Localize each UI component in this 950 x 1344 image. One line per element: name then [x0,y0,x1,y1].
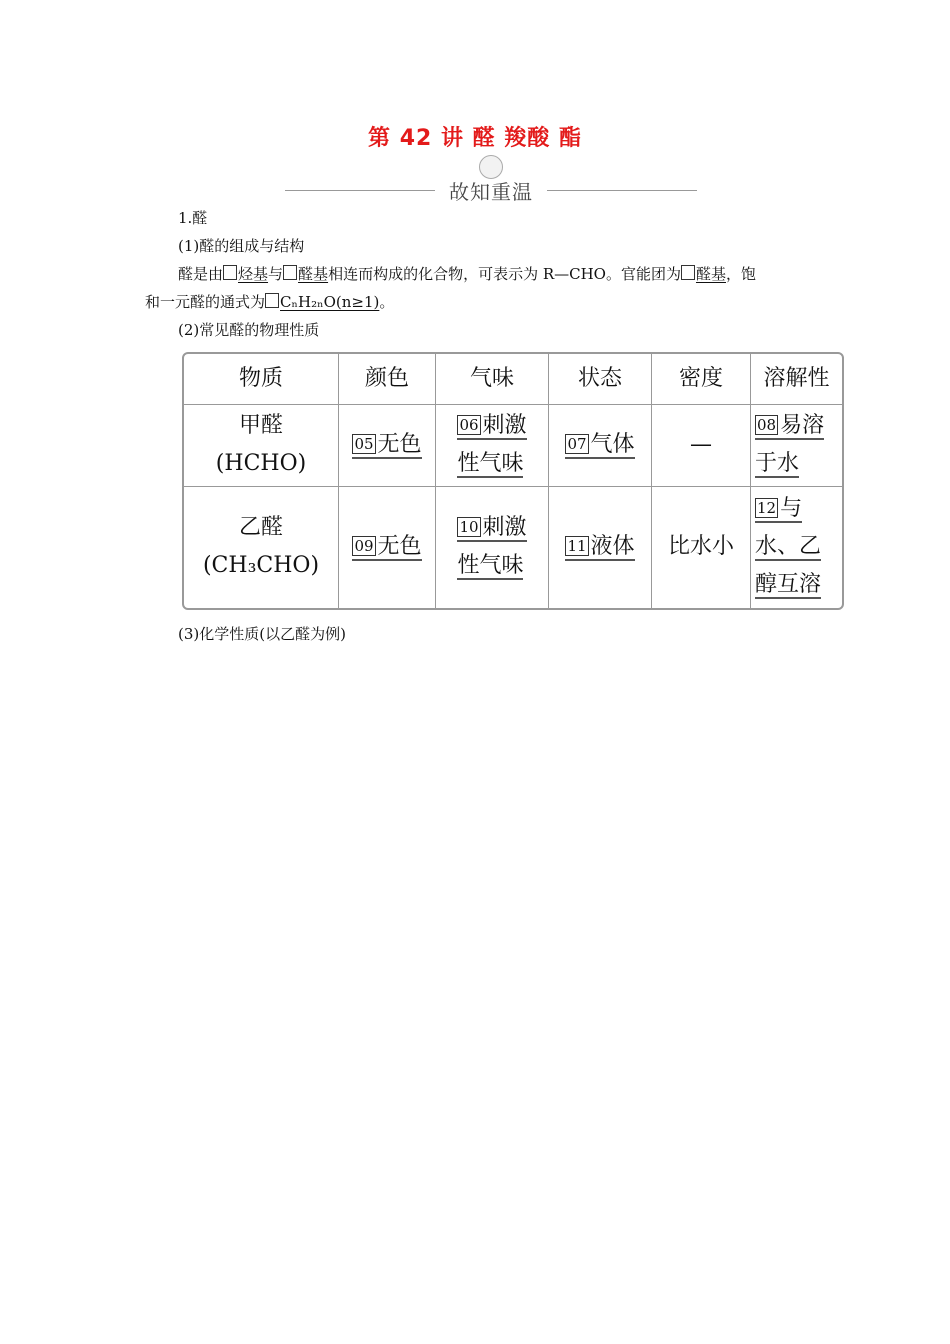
formula-text: CₙH₂ₙO(n≥1) [280,293,380,311]
answer-text: 刺激 [482,515,527,541]
text: 与 [268,265,284,283]
answer-text: 烃基 [238,265,269,283]
answer-text: 醛基 [298,265,329,283]
answer-blank [223,265,268,283]
density-cell: — [652,405,751,487]
header-cell: 状态 [549,354,652,405]
header-cell: 物质 [184,354,339,405]
substance-cell [184,405,339,487]
text: ，饱 [726,265,757,283]
state-cell [549,486,652,608]
substance-cell [184,486,339,608]
color-cell [339,486,436,608]
state-cell [549,405,652,487]
smell-cell [436,486,549,608]
header-cell: 颜色 [339,354,436,405]
substance-name: 乙醛 [238,515,283,541]
color-cell [339,405,436,487]
subsection-heading: (1)醛的组成与结构 [178,237,305,255]
text: 。 [379,293,395,311]
smell-cell [436,405,549,487]
answer-number: 05 [354,435,374,454]
substance-name: 甲醛 [238,413,283,439]
answer-blank [283,265,328,283]
answer-text: 性气味 [457,451,524,477]
subsection-heading: (3)化学性质(以乙醛为例) [178,625,346,643]
answer-text: 性气味 [457,553,524,579]
table-header-row [184,354,842,405]
header-cell: 气味 [436,354,549,405]
answer-text: 醇互溶 [755,572,822,598]
properties-table [182,352,844,610]
blank-box-icon [223,265,237,280]
answer-text: 刺激 [482,413,527,439]
header-cell: 溶解性 [751,354,843,405]
banner-title: 故知重温 [449,180,533,204]
answer-number: 07 [567,435,587,454]
answer-text: 易溶于水 [755,413,825,477]
answer-text: 与水、乙 [755,496,822,560]
answer-number: 10 [459,518,479,537]
solubility-cell [751,405,843,487]
table-row [184,405,842,487]
blank-box-icon [681,265,695,280]
banner-divider-right [547,190,697,191]
paragraph-line [178,264,756,284]
answer-text: 无色 [377,534,422,560]
solubility-cell [751,486,843,608]
answer-text: 无色 [377,432,422,458]
answer-text: 醛基 [695,265,726,283]
section-banner [285,152,697,202]
section-heading: 1.醛 [178,209,208,227]
text: 相连而构成的化合物，可表示为 R—CHO。官能团为 [328,265,681,283]
table-row [184,486,842,608]
paragraph-line [145,292,394,312]
answer-text: 气体 [590,432,635,458]
header-cell: 密度 [652,354,751,405]
answer-text: 液体 [590,534,635,560]
answer-number: 09 [354,537,374,556]
substance-formula: (CH₃CHO) [202,553,320,579]
substance-formula: (HCHO) [215,451,307,477]
answer-number: 11 [567,537,587,556]
answer-blank [265,293,379,311]
blank-box-icon [265,293,279,308]
answer-number: 12 [757,499,777,518]
text: 和一元醛的通式为 [145,293,266,311]
answer-number: 08 [757,416,777,435]
subsection-heading: (2)常见醛的物理性质 [178,321,320,339]
text: 醛是由 [178,265,224,283]
answer-blank [681,265,726,283]
density-cell: 比水小 [652,486,751,608]
answer-number: 06 [459,416,479,435]
page-title: 第 42 讲 醛 羧酸 酯 [368,126,582,151]
blank-box-icon [283,265,297,280]
